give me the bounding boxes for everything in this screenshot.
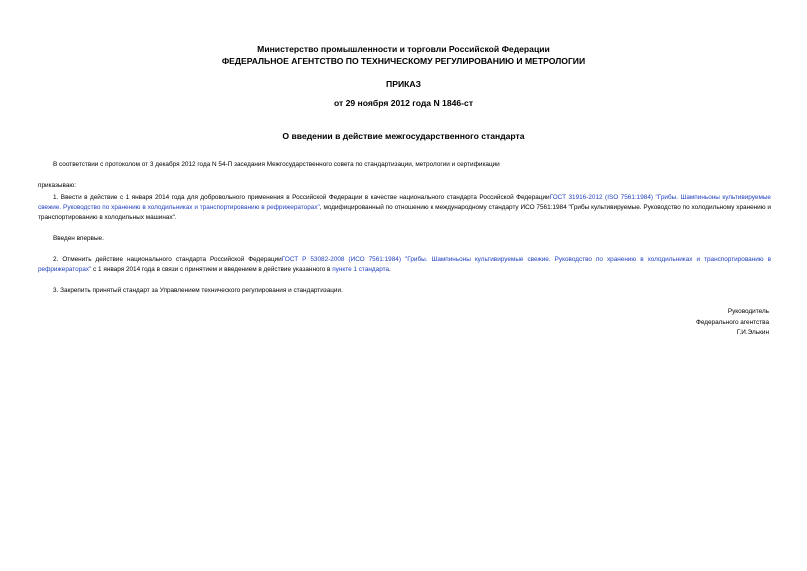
agency-title: ФЕДЕРАЛЬНОЕ АГЕНТСТВО ПО ТЕХНИЧЕСКОМУ РЕГУЛИРОВАНИЮ И МЕТРОЛОГИИ [221,56,586,66]
item-2-lead: 2. Отменить действие национального стандарта Российской Федерации [53,256,282,263]
document-type: ПРИКАЗ [386,79,421,89]
item-1-lead: 1. Ввести в действие с 1 января 2014 года для добровольного применения в Российской Федерации в качестве национального стандарта Российской Федерации [53,194,550,201]
item-2-middle: с 1 января 2014 года в связи с принятием и введением в действие указанного в [91,266,333,273]
signatory-name: Г.И.Элькин [736,329,769,336]
item-1-tail: , модифицированный по отношению к международному стандарту ИСО 7561:1984 "Грибы культивируемые. Руководство по холодильному хранению и транспортированию в холодильных машинах". [38,204,771,221]
item-1-paragraph [38,193,771,223]
signatory-title: Руководитель [727,308,769,315]
item-2-end: . [389,266,391,273]
gost-r-53082-link[interactable]: ГОСТ Р 53082-2008 (ИСО 7561:1984) "Грибы. Шампиньоны культивируемые свежие. Руководство по хранению в холодильниках и транспортированию в рефрижераторах" [38,256,771,273]
gost-31916-link[interactable]: ГОСТ 31916-2012 (ISO 7561:1984) "Грибы. Шампиньоны культивируемые свежие. Руководство по хранению в холодильниках и транспортированию в рефрижераторах" [38,194,771,211]
ministry-title: Министерство промышленности и торговли Российской Федерации [257,44,550,54]
signatory-org: Федерального агентства [695,318,769,326]
item-2-paragraph [38,255,771,275]
order-subject: О введении в действие межгосударственного стандарта [282,131,525,141]
order-word: приказываю: [38,182,76,189]
preamble-paragraph: В соответствии с протоколом от 3 декабря 2012 года N 54-П заседания Межгосударственного совета по стандартизации, метрологии и сертификации [53,161,500,168]
signature-block [696,307,769,339]
item-1-reference-link[interactable]: пункте 1 стандарта [332,266,390,273]
item-3-paragraph: 3. Закрепить принятый стандарт за Управлением технического регулирования и стандартизации. [53,287,343,294]
introduced-first-note: Введен впервые. [53,235,104,242]
order-date-number: от 29 ноября 2012 года N 1846-ст [333,98,474,108]
